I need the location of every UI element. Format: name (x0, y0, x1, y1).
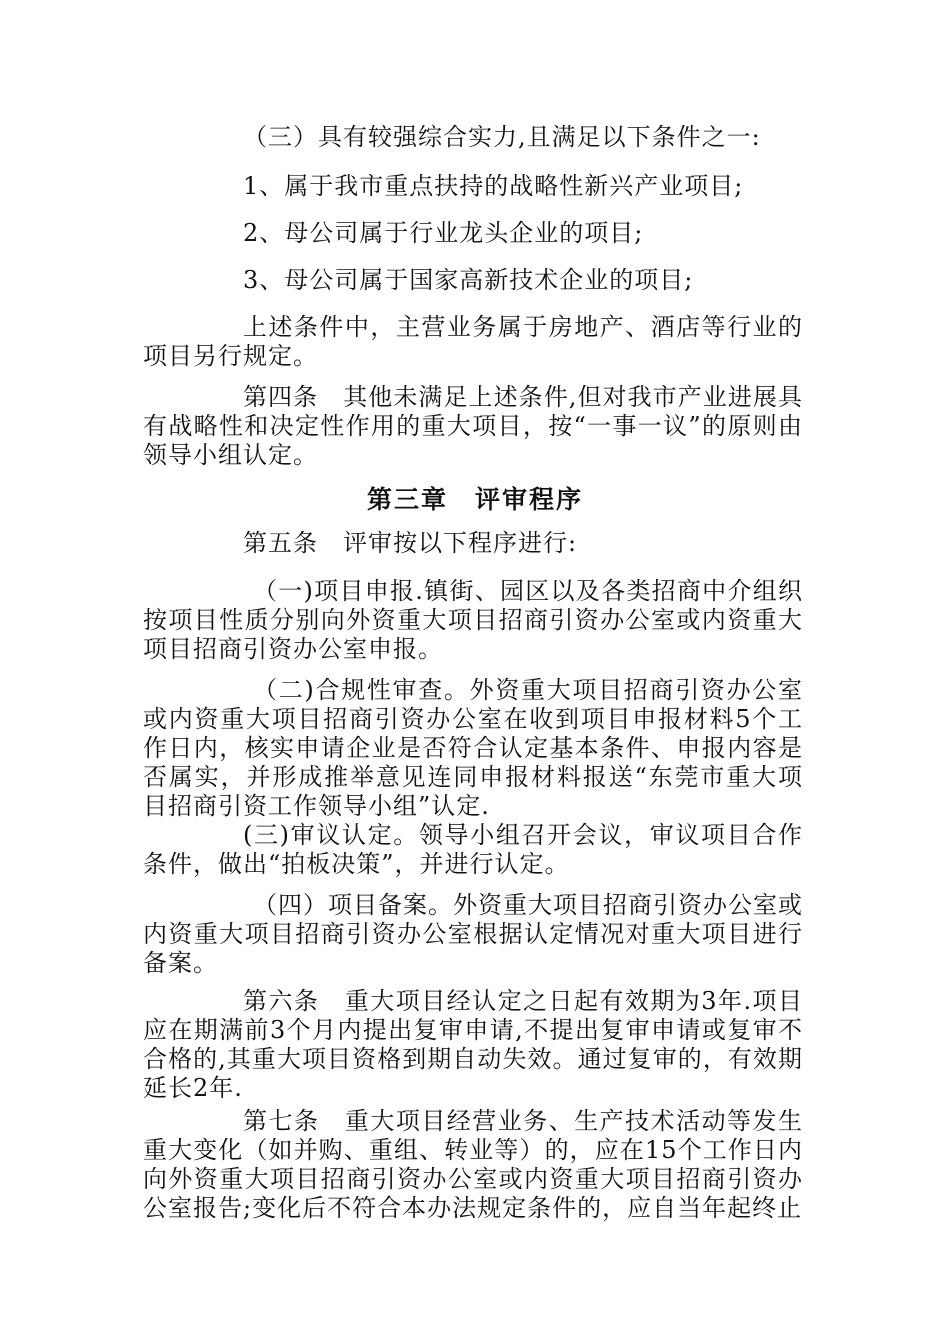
paragraph-article-7: 第七条 重大项目经营业务、生产技术活动等发生重大变化（如并购、重组、转业等）的，应在15个工作日内向外资重大项目招商引资办公室或内资重大项目招商引资办公室报告;变化后不符合本办法规定条件的，应自当年起终止 (143, 1107, 803, 1222)
paragraph-article-5: 第五条 评审按以下程序进行: (243, 529, 578, 557)
paragraph-item-3: 3、母公司属于国家高新技术企业的项目; (243, 266, 694, 294)
paragraph-step-1: （一)项目申报.镇街、园区以及各类招商中介组织按项目性质分别向外资重大项目招商引资办公室或内资重大项目招商引资办公室申报。 (143, 577, 803, 663)
paragraph-article-6: 第六条 重大项目经认定之日起有效期为3年.项目应在期满前3个月内提出复审申请,不提出复审申请或复审不合格的,其重大项目资格到期自动失效。通过复审的，有效期延长2年. (143, 987, 803, 1102)
paragraph-item-1: 1、属于我市重点扶持的战略性新兴产业项目; (243, 172, 744, 200)
paragraph-item-2: 2、母公司属于行业龙头企业的项目; (243, 219, 644, 247)
paragraph-condition-three: （三）具有较强综合实力,且满足以下条件之一: (243, 123, 761, 151)
chapter-heading: 第三章 评审程序 (366, 485, 583, 514)
paragraph-exception-note: 上述条件中，主营业务属于房地产、酒店等行业的项目另行规定。 (143, 313, 803, 370)
paragraph-step-4: （四）项目备案。外资重大项目招商引资办公室或内资重大项目招商引资办公室根据认定情况对重大项目进行备案。 (143, 891, 803, 977)
paragraph-step-2: （二)合规性审查。外资重大项目招商引资办公室或内资重大项目招商引资办公室在收到项目申报材料5个工作日内，核实申请企业是否符合认定基本条件、申报内容是否属实，并形成推举意见连同申报材料报送“东莞市重大项目招商引资工作领导小组”认定. (143, 676, 803, 820)
paragraph-step-3: (三)审议认定。领导小组召开会议，审议项目合作条件，做出“拍板决策”，并进行认定。 (143, 821, 803, 878)
paragraph-article-4: 第四条 其他未满足上述条件,但对我市产业进展具有战略性和决定性作用的重大项目，按“一事一议”的原则由领导小组认定。 (143, 383, 803, 469)
